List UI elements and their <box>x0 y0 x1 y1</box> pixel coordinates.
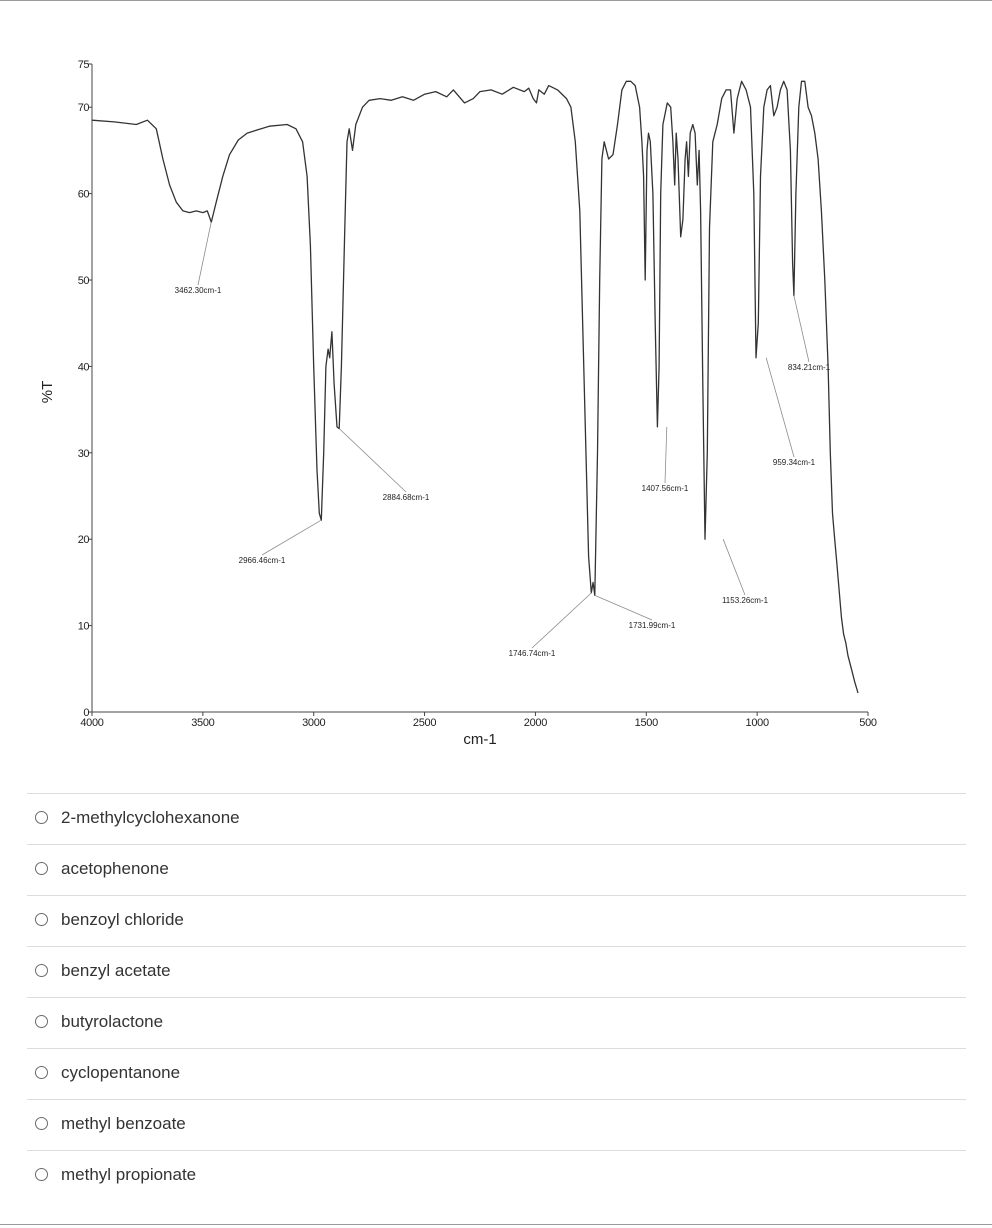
peak-leader-line <box>794 296 809 362</box>
peak-label: 1731.99cm-1 <box>628 621 676 630</box>
x-tick-label: 2500 <box>412 717 437 729</box>
option-row[interactable] <box>27 997 966 1048</box>
y-tick-label: 0 <box>83 707 89 719</box>
y-tick-label: 30 <box>77 447 89 460</box>
peak-leader-line <box>595 595 652 620</box>
option-label: cyclopentanone <box>61 1063 181 1082</box>
option-label: methyl benzoate <box>61 1114 186 1133</box>
option-row[interactable] <box>27 844 966 895</box>
peak-leader-line <box>532 593 592 648</box>
radio-button[interactable] <box>35 1066 48 1079</box>
x-tick-label: 3000 <box>302 717 326 729</box>
option-label: butyrolactone <box>61 1012 164 1031</box>
x-tick-label: 500 <box>859 717 877 729</box>
y-tick-label: 75 <box>77 59 89 71</box>
peak-leader-line <box>766 358 794 457</box>
x-tick-label: 2000 <box>523 717 548 729</box>
radio-button[interactable] <box>35 1168 48 1181</box>
radio-button[interactable] <box>35 1015 48 1028</box>
option-label: methyl propionate <box>61 1165 197 1184</box>
radio-button[interactable] <box>35 1117 48 1130</box>
peak-label: 1153.26cm-1 <box>721 596 769 605</box>
option-label: benzyl acetate <box>61 961 171 980</box>
answer-options <box>27 793 966 1201</box>
option-label: benzoyl chloride <box>61 910 184 929</box>
peak-leader-line <box>665 427 667 483</box>
x-tick-label: 1000 <box>745 717 769 729</box>
peak-leader-line <box>339 429 406 492</box>
x-axis-title: cm-1 <box>463 731 497 748</box>
option-label: acetophenone <box>61 859 169 878</box>
bottom-rule <box>0 1224 992 1225</box>
radio-button[interactable] <box>35 964 48 977</box>
peak-label: 3462.30cm-1 <box>174 286 222 295</box>
option-row[interactable] <box>27 895 966 946</box>
radio-button[interactable] <box>35 811 48 824</box>
x-tick-label: 4000 <box>80 717 104 729</box>
y-tick-label: 10 <box>77 620 89 633</box>
peak-leader-line <box>723 539 745 595</box>
peak-label: 2966.46cm-1 <box>238 556 286 565</box>
y-tick-label: 70 <box>77 102 89 115</box>
x-tick-label: 1500 <box>634 717 658 729</box>
radio-button[interactable] <box>35 913 48 926</box>
option-row[interactable] <box>27 793 966 844</box>
peak-label: 1407.56cm-1 <box>641 484 689 493</box>
option-row[interactable] <box>27 946 966 997</box>
peak-label: 1746.74cm-1 <box>508 649 556 658</box>
y-tick-label: 50 <box>77 275 89 287</box>
peak-leader-line <box>198 222 211 285</box>
y-axis-title: %T <box>39 380 56 404</box>
peak-label: 834.21cm-1 <box>787 363 831 372</box>
y-tick-label: 20 <box>77 534 89 547</box>
option-row[interactable] <box>27 1048 966 1099</box>
option-row[interactable] <box>27 1099 966 1150</box>
peak-label: 959.34cm-1 <box>772 458 816 467</box>
peak-leader-line <box>262 520 321 555</box>
y-tick-label: 40 <box>77 361 89 374</box>
option-label: 2-methylcyclohexanone <box>61 808 240 827</box>
radio-button[interactable] <box>35 862 48 875</box>
option-row[interactable] <box>27 1150 966 1201</box>
x-tick-label: 3500 <box>191 717 215 729</box>
peak-label: 2884.68cm-1 <box>382 493 430 502</box>
y-tick-label: 60 <box>77 188 89 201</box>
